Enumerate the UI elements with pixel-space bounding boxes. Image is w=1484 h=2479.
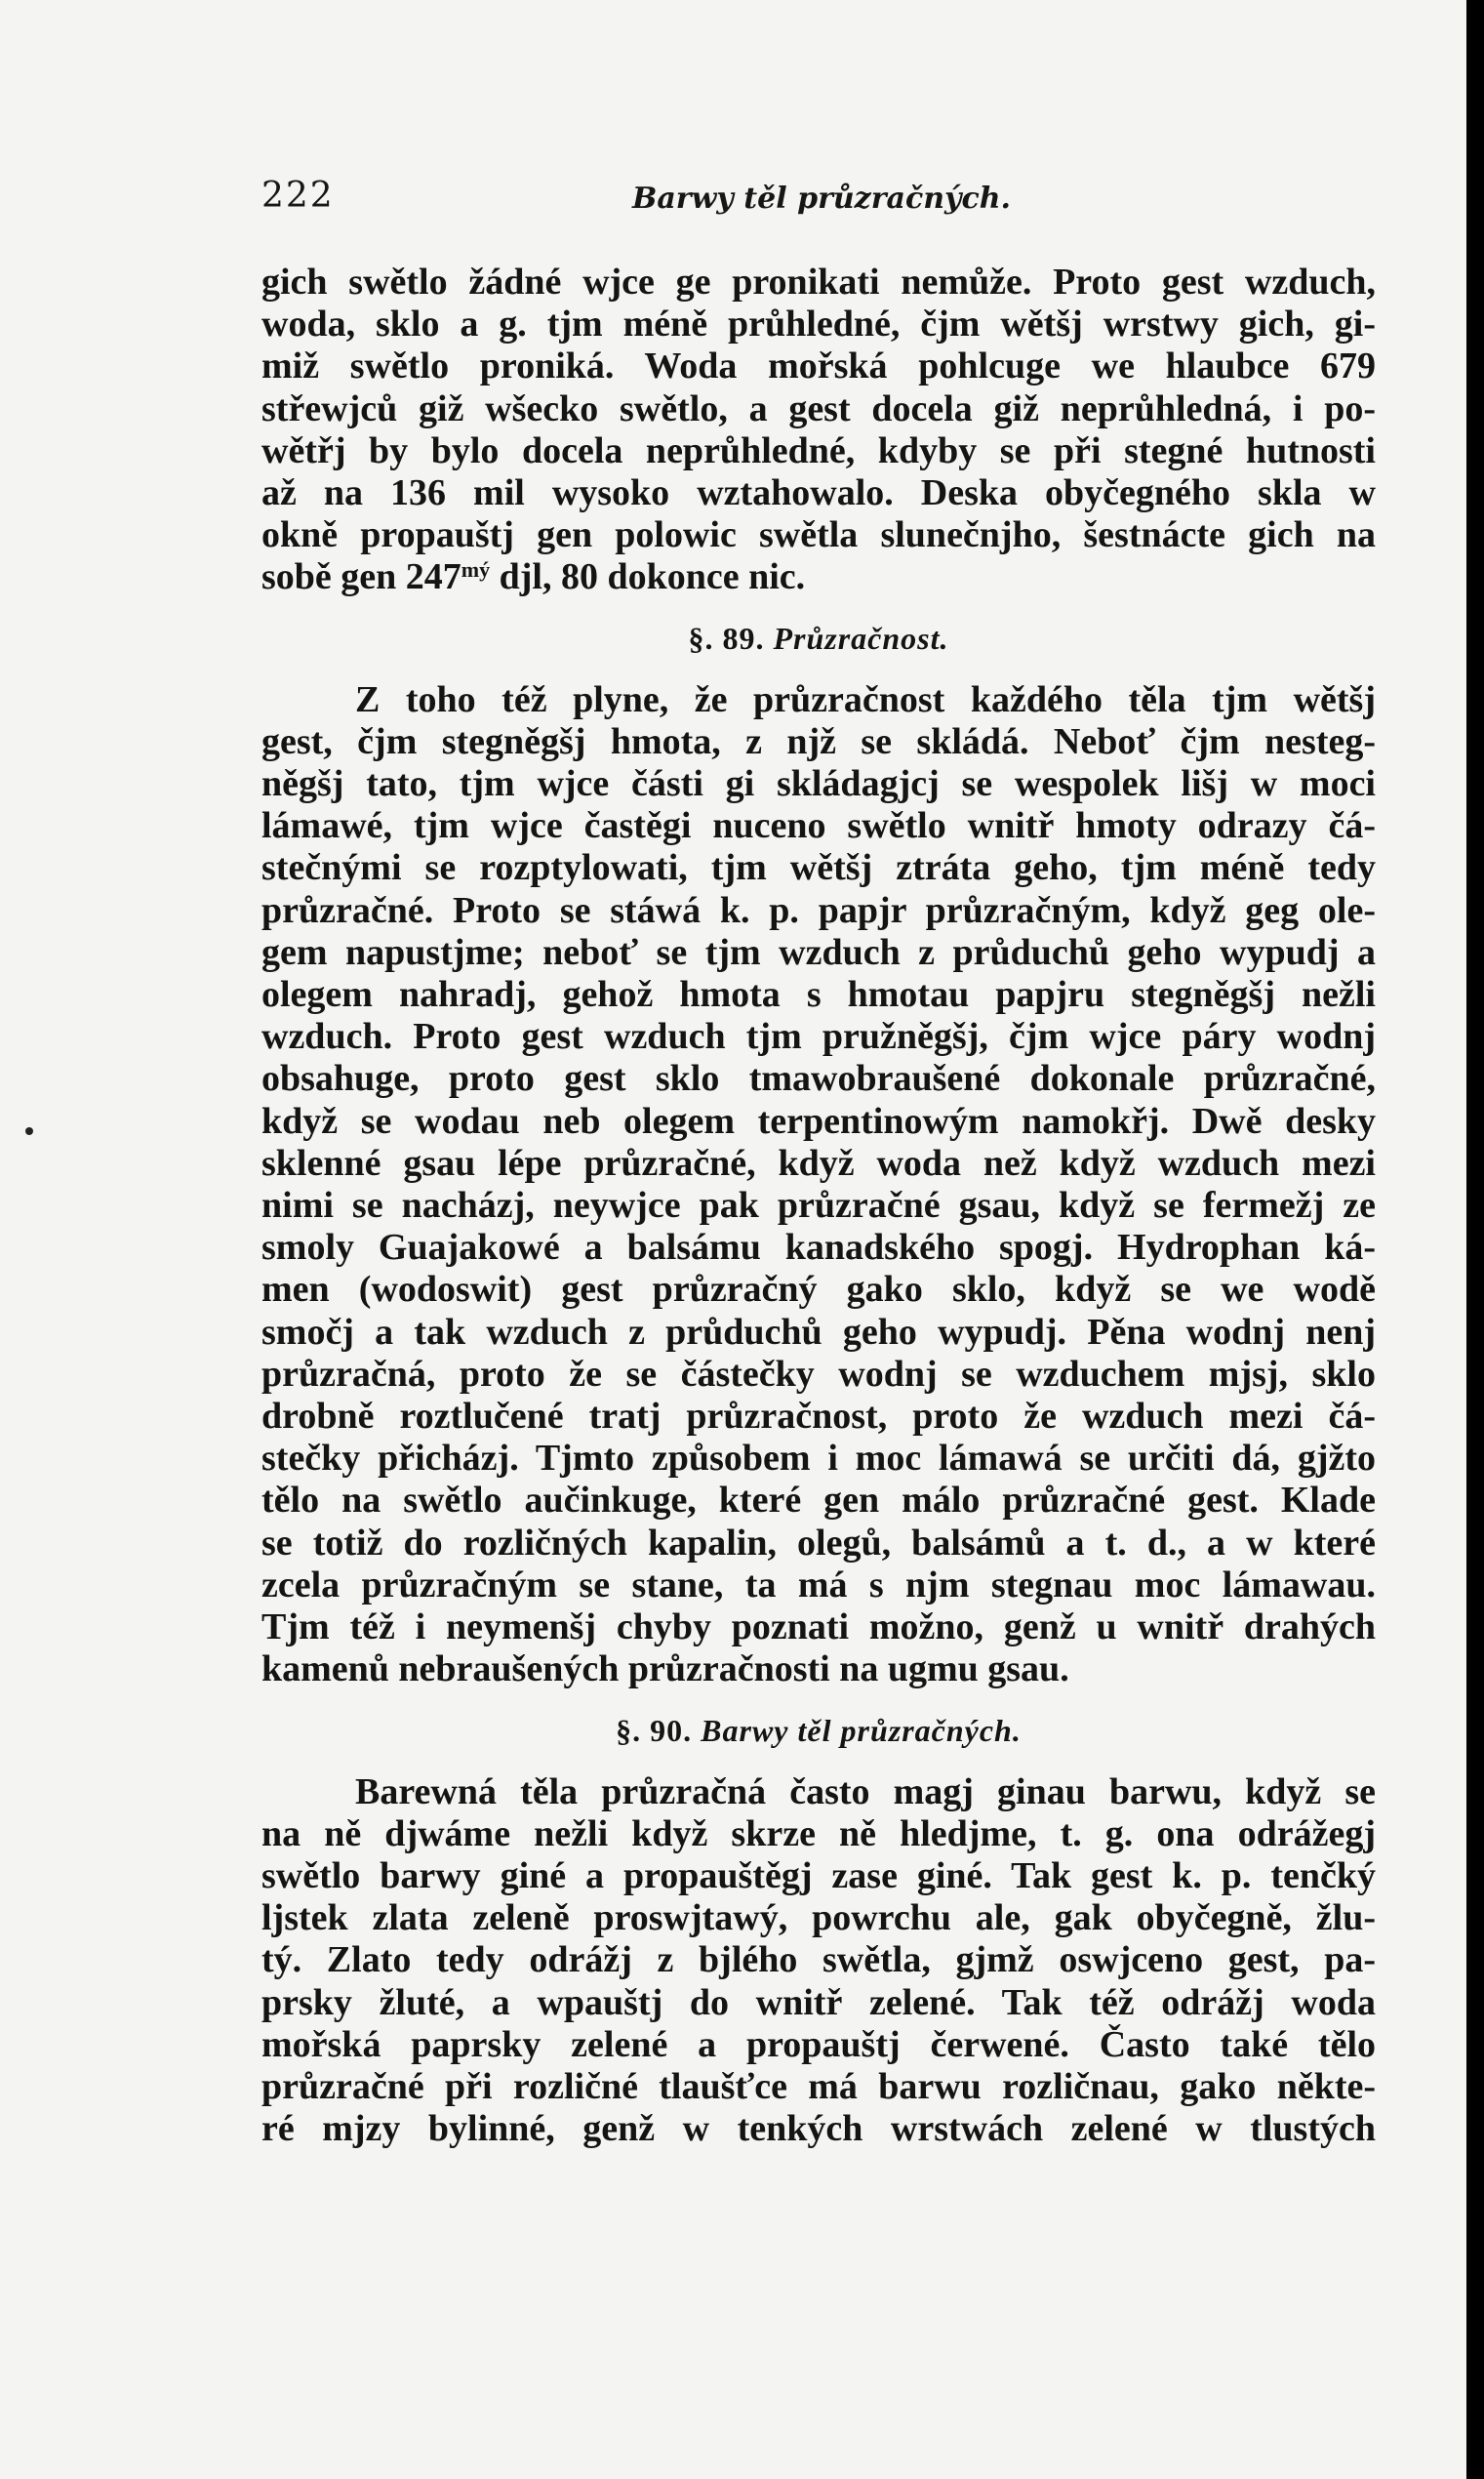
text-line: okně propauštj gen polowic swětla slunečnjho, šestnácte gich na — [261, 514, 1376, 556]
text-line: na ně djwáme nežli když skrze ně hledjme, t. g. ona odrážegj — [261, 1812, 1376, 1854]
text-line: gem napustjme; neboť se tjm wzduch z průduchů geho wypudj a — [261, 931, 1376, 973]
paragraph-2 — [261, 679, 1376, 1691]
text-line: wzduch. Proto gest wzduch tjm pružněgšj, čjm wjce páry wodnj — [261, 1016, 1376, 1058]
margin-speck — [25, 1127, 33, 1135]
text-line: miž swětlo proniká. Woda mořská pohlcuge we hlaubce 679 — [261, 345, 1376, 387]
text-line: se totiž do rozličných kapalin, olegů, balsámů a t. d., a w které — [261, 1522, 1376, 1564]
text-line: smočj a tak wzduch z průduchů geho wypudj. Pěna wodnj nenj — [261, 1311, 1376, 1353]
text-line: tělo na swětlo aučinkuge, které gen málo průzračné gest. Klade — [261, 1480, 1376, 1522]
section-heading-89 — [261, 619, 1376, 658]
text-line: tý. Zlato tedy odrážj z bjlého swětla, gjmž oswjceno gest, pa- — [261, 1939, 1376, 1981]
text-line: když se wodau neb olegem terpentinowým namokřj. Dwě desky — [261, 1100, 1376, 1142]
section-number: §. 90. — [616, 1712, 693, 1748]
text-line: gich swětlo žádné wjce ge pronikati nemůže. Proto gest wzduch, — [261, 262, 1376, 303]
text-line: průzračná, proto že se částečky wodnj se wzduchem mjsj, sklo — [261, 1353, 1376, 1395]
text-line: prsky žluté, a wpauštj do wnitř zelené. Tak též odrážj woda — [261, 1981, 1376, 2023]
text-line: stečnými se rozptylowati, tjm wětšj ztráta geho, tjm méně tedy — [261, 847, 1376, 889]
section-heading-90 — [261, 1711, 1376, 1750]
text-fragment: djl, 80 dokonce nic. — [490, 556, 806, 598]
text-line: swětlo barwy giné a propauštěgj zase giné. Tak gest k. p. tenčký — [261, 1854, 1376, 1896]
text-line: woda, sklo a g. tjm méně průhledné, čjm wětšj wrstwy gich, gi- — [261, 304, 1376, 345]
text-line: gest, čjm stegněgšj hmota, z njž se skládá. Neboť čjm nesteg- — [261, 720, 1376, 762]
text-line: průzračné. Proto se stáwá k. p. papjr průzračným, když geg ole- — [261, 889, 1376, 931]
text-line: sklenné gsau lépe průzračné, když woda než když wzduch mezi — [261, 1142, 1376, 1184]
text-line: kamenů nebraušených průzračnosti na ugmu gsau. — [261, 1648, 1069, 1690]
text-line: ljstek zlata zeleně proswjtawý, powrchu ale, gak obyčegně, žlu- — [261, 1897, 1376, 1939]
page-header — [261, 176, 1376, 224]
text-line: Tjm též i neymenšj chyby poznati možno, genž u wnitř drahých — [261, 1606, 1376, 1648]
text-line: zcela průzračným se stane, ta má s njm stegnau moc lámawau. — [261, 1564, 1376, 1605]
text-line: mořská paprsky zelené a propauštj čerwené. Často také tělo — [261, 2023, 1376, 2065]
text-line: Barewná těla průzračná často magj ginau barwu, když se — [355, 1770, 1376, 1812]
text-line: men (wodoswit) gest průzračný gako sklo, když se we wodě — [261, 1269, 1376, 1311]
text-line: wětřj by bylo docela neprůhledné, kdyby se při stegné hutnosti — [261, 429, 1376, 471]
text-line: až na 136 mil wysoko wztahowalo. Deska obyčegného skla w — [261, 472, 1376, 514]
paragraph-1 — [261, 262, 1376, 599]
paragraph-3 — [261, 1771, 1376, 2151]
text-line: stečky přicházj. Tjmto způsobem i moc lámawá se určiti dá, gjžto — [261, 1438, 1376, 1480]
page-number: 222 — [261, 176, 335, 216]
text-line: střewjců giž wšecko swětlo, a gest docela giž neprůhledná, i po- — [261, 387, 1376, 429]
section-title: Barwy těl průzračných. — [701, 1712, 1022, 1748]
text-line: průzračné při rozličné tlaušťce má barwu rozličnau, gako někte- — [261, 2065, 1376, 2107]
text-line: nimi se nacházj, neywjce pak průzračné gsau, když se fermežj ze — [261, 1185, 1376, 1227]
text-line — [261, 556, 1376, 598]
text-line: něgšj tato, tjm wjce části gi skládagjcj se wespolek lišj w moci — [261, 763, 1376, 805]
text-line: obsahuge, proto gest sklo tmawobraušené dokonale průzračné, — [261, 1058, 1376, 1100]
text-line: olegem nahradj, gehož hmota s hmotau papjru stegněgšj nežli — [261, 974, 1376, 1016]
text-line: drobně roztlučené tratj průzračnost, proto že wzduch mezi čá- — [261, 1396, 1376, 1438]
text-line: ré mjzy bylinné, genž w tenkých wrstwách zelené w tlustých — [261, 2108, 1376, 2150]
text-line: Z toho též plyne, že průzračnost každého těla tjm wětšj — [355, 678, 1376, 720]
text-line: lámawé, tjm wjce častěgi nuceno swětlo wnitř hmoty odrazy čá- — [261, 805, 1376, 847]
body-text — [261, 262, 1376, 2150]
text-fragment: sobě gen 247 — [261, 556, 461, 598]
section-title: Průzračnost. — [773, 620, 949, 656]
running-title: Barwy těl průzračných. — [632, 182, 1011, 216]
ordinal-suffix: mý — [461, 557, 491, 583]
section-number: §. 89. — [688, 620, 765, 656]
text-line: smoly Guajakowé a balsámu kanadského spogj. Hydrophan ká- — [261, 1227, 1376, 1269]
